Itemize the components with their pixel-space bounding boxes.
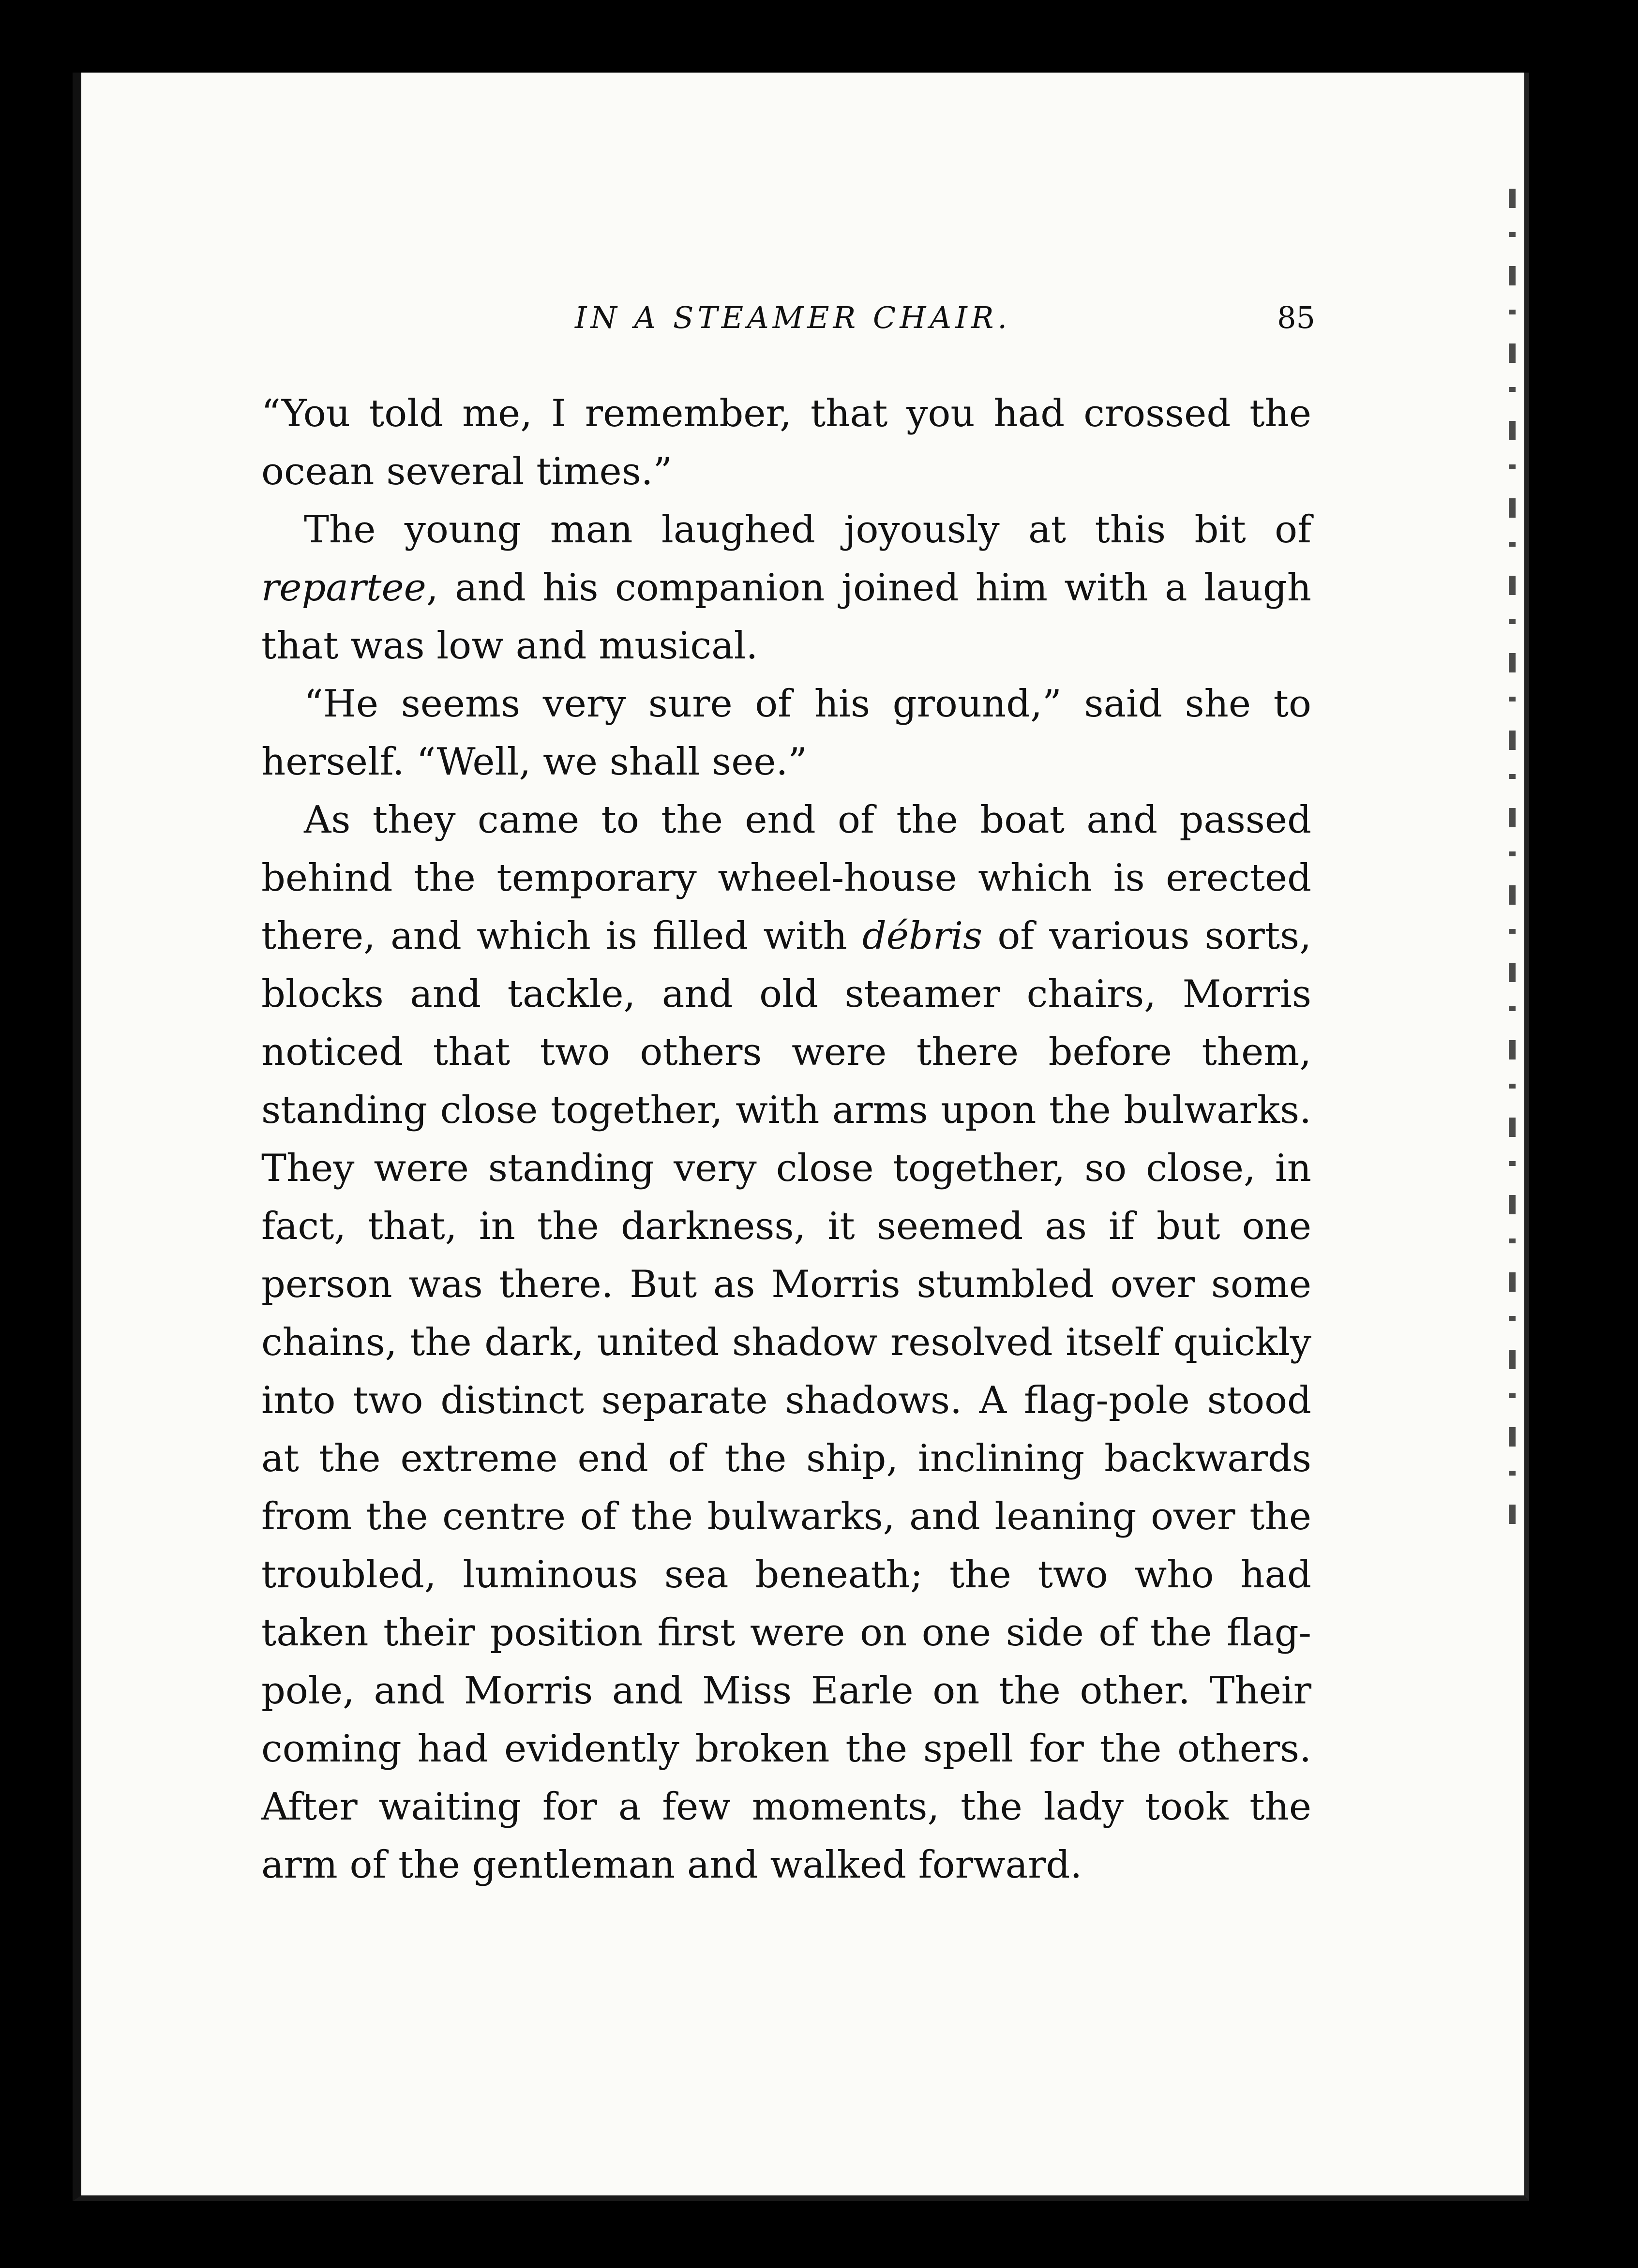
italic-term-debris: débris — [862, 914, 983, 958]
body-text — [261, 385, 1311, 1894]
running-title: IN A STEAMER CHAIR. — [575, 300, 1011, 335]
italic-term-repartee: repartee — [261, 566, 426, 610]
paragraph-2: The young man laughed joyously at this bit of repartee, and his companion joined him with a laugh that was low and musical. — [261, 508, 1311, 668]
book-page — [73, 73, 1529, 2201]
paragraph-3: “He seems very sure of his ground,” said she to herself. “Well, we shall see.” — [261, 682, 1311, 784]
paragraph-1: “You told me, I remember, that you had crossed the ocean several times.” — [261, 392, 1311, 493]
page-header — [260, 300, 1315, 353]
paragraph-4: As they came to the end of the boat and passed behind the temporary wheel-house which is erected there, and which is filled with débris of various sorts, blocks and tackle, and old steamer chairs, Morris noticed that two others were there before them, standing close together, with arms upon the bulwarks. They were standing very close together, so close, in fact, that, in the darkness, it seemed as if but one person was there. But as Morris stumbled over some chains, the dark, united shadow resolved itself quickly into two distinct separate shadows. A flag-pole stood at the extreme end of the ship, inclining backwards from the centre of the bulwarks, and leaning over the troubled, luminous sea beneath; the two who had taken their position first were on one side of the flag-pole, and Morris and Miss Earle on the other. Their coming had evidently broken the spell for the others. After waiting for a few moments, the lady took the arm of the gentleman and walked forward. — [261, 798, 1311, 1887]
page-number: 85 — [1277, 300, 1315, 335]
page-edge-shadow — [1509, 189, 1516, 1543]
